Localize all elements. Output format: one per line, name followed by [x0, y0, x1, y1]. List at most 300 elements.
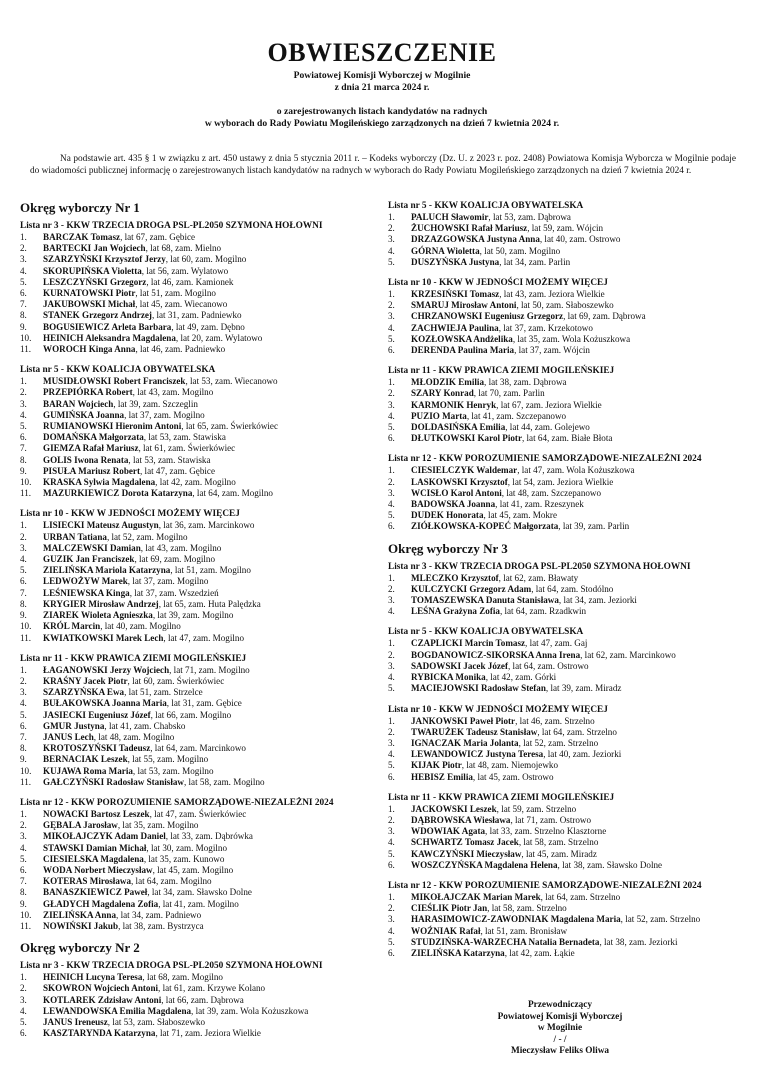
candidate-number: 2. [388, 726, 395, 737]
candidate-details: , lat 33, zam. Strzelno Klasztorne [485, 826, 607, 837]
candidate-details: , lat 43, zam. Mogilno [132, 387, 214, 398]
candidate-details: , lat 52, zam. Mogilno [106, 531, 188, 542]
candidate-details: , lat 31, zam. Gębice [166, 698, 242, 709]
candidate-row [20, 665, 370, 676]
candidate-number: 3. [20, 542, 27, 553]
list-header: Lista nr 12 - KKW POROZUMIENIE SAMORZĄDOWE-NIEZALEŻNI 2024 [388, 880, 702, 891]
list-header: Lista nr 3 - KKW TRZECIA DROGA PSL-PL2050 SZYMONA HOŁOWNI [388, 561, 691, 572]
candidate-name: MŁODZIK Emilia [411, 377, 485, 388]
candidate-name: LEŚNIEWSKA Kinga [43, 587, 130, 598]
candidate-details: , lat 53, zam. Słaboszewko [107, 1016, 205, 1027]
candidate-details: , lat 39, zam. Szczeglin [113, 398, 198, 409]
candidate-details: , lat 68, zam. Mielno [145, 243, 222, 254]
candidate-name: LEDWOŻYW Marek [43, 576, 128, 587]
candidate-name: BARCZAK Tomasz [43, 232, 121, 242]
candidate-name: ZIÓŁKOWSKA-KOPEĆ Małgorzata [411, 521, 559, 532]
candidate-row [388, 804, 748, 815]
candidate-details: , lat 53, zam. Stawiska [128, 454, 211, 465]
candidate-row [20, 599, 370, 610]
candidate-details: , lat 71, zam. Mogilno [169, 664, 250, 675]
candidate-number: 9. [20, 754, 27, 765]
document-title: OBWIESZCZENIE [267, 38, 497, 67]
candidate-row [20, 972, 370, 983]
candidate-row [20, 232, 370, 243]
candidate-number: 1. [20, 232, 27, 242]
candidate-name: SZARZYŃSKI Krzysztof Jerzy [43, 254, 166, 265]
signature-block [470, 1000, 650, 1058]
candidate-row [20, 344, 370, 355]
candidate-details: , lat 46, zam. Kamionek [146, 276, 234, 287]
candidate-details: , lat 64, zam. Marcinkowo [150, 743, 246, 754]
candidate-row [20, 520, 370, 531]
candidate-name: KASZTARYNDA Katarzyna [43, 1028, 156, 1039]
list-header: Lista nr 11 - KKW PRAWICA ZIEMI MOGILEŃSKIEJ [388, 792, 615, 803]
candidate-details: , lat 45, zam. Miradz [521, 848, 597, 859]
candidate-number: 1. [388, 377, 395, 388]
candidate-number: 2. [20, 820, 27, 831]
candidate-name: STAWSKI Damian Michał [43, 842, 147, 853]
candidate-name: KOTERAS Mirosława [43, 876, 131, 887]
candidate-name: HARASIMOWICZ-ZAWODNIAK Magdalena Maria [411, 914, 621, 925]
candidate-number: 6. [20, 432, 27, 443]
candidate-row [20, 387, 370, 398]
candidate-details: , lat 67, zam. Gębice [120, 232, 196, 242]
candidate-name: WCISŁO Karol Antoni [411, 487, 502, 498]
candidate-number: 4. [20, 698, 27, 709]
candidate-row [388, 716, 748, 727]
candidate-name: KIJAK Piotr [411, 760, 462, 771]
candidate-details: , lat 54, zam. Jeziora Wielkie [507, 476, 614, 487]
candidate-name: CHRZANOWSKI Eugeniusz Grzegorz [411, 311, 564, 322]
candidate-row [20, 554, 370, 565]
candidate-name: WOSZCZYŃSKA Magdalena Helena [411, 859, 558, 870]
candidate-row [20, 621, 370, 632]
candidate-details: , lat 37, zam. Mogilno [124, 409, 205, 420]
candidate-row [20, 743, 370, 754]
candidate-row [388, 289, 748, 300]
candidate-list [388, 626, 748, 694]
candidate-number: 1. [388, 212, 395, 222]
candidate-details: , lat 64, zam. Rzadkwin [499, 606, 587, 617]
candidate-name: LEWANDOWSKA Emilia Magdalena [43, 1005, 192, 1016]
candidate-number: 6. [20, 576, 27, 587]
candidate-row [388, 388, 748, 399]
candidate-details: , lat 42, zam. Łąkie [504, 947, 575, 958]
candidate-name: RYBICKA Monika [411, 672, 486, 683]
candidate-row [20, 466, 370, 477]
candidate-number: 5. [20, 421, 27, 432]
list-header: Lista nr 3 - KKW TRZECIA DROGA PSL-PL2050 SZYMONA HOŁOWNI [20, 961, 323, 972]
candidate-number: 4. [20, 842, 27, 853]
candidate-number: 11. [20, 776, 32, 787]
candidate-name: CIESIELCZYK Waldemar [411, 465, 518, 476]
candidate-number: 10. [20, 621, 32, 632]
candidate-name: SKORUPIŃSKA Violetta [43, 265, 142, 276]
candidate-row [388, 948, 748, 959]
candidate-row [20, 421, 370, 432]
candidate-row [388, 477, 748, 488]
candidate-row [388, 683, 748, 694]
candidate-details: , lat 38, zam. Jeziorki [599, 936, 678, 947]
candidate-details: , lat 51, zam. Mogilno [170, 565, 251, 576]
candidate-row [20, 921, 370, 932]
candidate-number: 5. [20, 276, 27, 287]
candidate-number: 4. [20, 554, 27, 565]
candidate-number: 5. [20, 1016, 27, 1027]
candidate-name: MUSIDŁOWSKI Robert Franciszek [43, 376, 186, 387]
candidate-row [20, 410, 370, 421]
candidate-details: , lat 42, zam. Mogilno [155, 477, 236, 488]
candidate-details: , lat 34, zam. Sławsko Dolne [147, 887, 252, 898]
candidate-details: , lat 58, zam. Strzelno [487, 903, 567, 914]
candidate-details: , lat 43, zam. Mogilno [140, 542, 222, 553]
candidate-row [20, 333, 370, 344]
candidate-number: 5. [388, 683, 395, 694]
candidate-number: 4. [388, 837, 395, 848]
candidate-row [20, 809, 370, 820]
candidate-name: KROTOSZYŃSKI Tadeusz [43, 743, 151, 754]
candidate-name: WDOWIAK Agata [411, 826, 486, 837]
candidate-number: 3. [388, 826, 395, 837]
candidate-row [20, 432, 370, 443]
list-header: Lista nr 11 - KKW PRAWICA ZIEMI MOGILEŃSKIEJ [20, 653, 247, 664]
candidate-number: 7. [20, 731, 27, 742]
candidate-row [388, 661, 748, 672]
candidate-name: LASKOWSKI Krzysztof [411, 476, 508, 487]
candidate-details: , lat 61, zam. Świerkówiec [138, 443, 236, 454]
candidate-row [388, 584, 748, 595]
district-heading: Okręg wyborczy Nr 1 [20, 200, 140, 215]
candidate-number: 3. [20, 687, 27, 698]
candidate-name: BOGDANOWICZ-SIKORSKA Anna Irena [411, 649, 581, 660]
candidate-number: 4. [388, 410, 395, 421]
candidate-row [388, 606, 748, 617]
candidate-details: , lat 41, zam. Mogilno [158, 898, 239, 909]
candidate-details: , lat 52, zam. Strzelno [518, 737, 599, 748]
candidate-details: , lat 34, zam. Parlin [499, 256, 571, 267]
candidate-name: CZAPLICKI Marcin Tomasz [411, 638, 526, 649]
candidate-list [20, 960, 370, 1039]
candidate-details: , lat 47, zam. Wola Kożuszkowa [517, 465, 635, 476]
candidate-row [20, 698, 370, 709]
candidate-number: 3. [388, 914, 395, 925]
candidate-name: TWARUŻEK Tadeusz Stanisław [411, 726, 538, 737]
candidate-details: , lat 40, zam. Mogilno [100, 621, 181, 632]
candidate-row [20, 1006, 370, 1017]
candidate-row [388, 849, 748, 860]
candidate-details: , lat 64, zam. Mogilno [131, 876, 212, 887]
candidate-row [20, 266, 370, 277]
candidate-row [388, 334, 748, 345]
candidate-name: PRZEPIÓRKA Robert [43, 387, 133, 398]
list-header: Lista nr 5 - KKW KOALICJA OBYWATELSKA [388, 201, 584, 211]
candidate-row [388, 937, 748, 948]
candidate-number: 3. [388, 660, 395, 671]
candidate-details: , lat 39, zam. Mogilno [152, 610, 234, 621]
candidate-name: DUSZYŃSKA Justyna [411, 256, 500, 267]
candidate-name: LEŚNA Grażyna Zofia [411, 606, 500, 617]
candidate-row [388, 300, 748, 311]
candidate-number: 1. [20, 664, 27, 675]
candidate-number: 5. [388, 510, 395, 521]
candidate-number: 9. [20, 610, 27, 621]
candidate-name: SCHWARTZ Tomasz Jacek [411, 837, 519, 848]
candidate-name: MIKOŁAJCZYK Adam Daniel [43, 831, 166, 842]
candidate-details: , lat 53, zam. Dąbrowa [488, 212, 571, 222]
candidate-number: 3. [20, 254, 27, 265]
candidate-row [388, 323, 748, 334]
candidate-row [20, 910, 370, 921]
candidate-details: , lat 41, zam. Chabsko [104, 720, 186, 731]
candidate-row [20, 488, 370, 499]
candidate-number: 1. [388, 465, 395, 476]
candidate-number: 6. [388, 947, 395, 958]
intro-paragraph: Na podstawie art. 435 § 1 w związku z art. 450 ustawy z dnia 5 stycznia 2011 r. – Kodeks wyborczy (Dz. U. z 2023 r. poz. 2408) Powiatowa Komisja Wyborcza w Mogilnie podaje do wiadomości publicznej informację o zarejestrowanych listach kandydatów na radnych w wyborach do Rady Powiatu Mogileńskiego zarządzonych na dzień 7 kwietnia 2024 r. [30, 154, 736, 176]
candidate-details: , lat 38, zam. Dąbrowa [484, 377, 567, 388]
candidate-number: 5. [388, 333, 395, 344]
candidate-details: , lat 62, zam. Marcinkowo [580, 649, 676, 660]
signature-name: Mieczysław Feliks Oliwa [510, 1046, 610, 1057]
candidate-details: , lat 67, zam. Jeziora Wielkie [496, 399, 602, 410]
candidate-row [388, 433, 748, 444]
candidate-details: , lat 53, zam. Mogilno [132, 765, 214, 776]
candidate-list [20, 508, 370, 643]
commission-name: Powiatowej Komisji Wyborczej w Mogilnie [293, 70, 471, 81]
candidate-number: 11. [20, 632, 32, 643]
candidate-details: , lat 48, zam. Mogilno [93, 731, 175, 742]
candidate-details: , lat 53, zam. Stawiska [143, 432, 226, 443]
candidate-number: 3. [388, 399, 395, 410]
candidate-name: KRASKA Sylwia Magdalena [43, 477, 156, 488]
candidate-row [20, 854, 370, 865]
candidate-list [388, 704, 748, 783]
candidate-row [20, 322, 370, 333]
candidate-details: , lat 64, zam. Strzelno [540, 891, 621, 902]
candidate-details: , lat 48, zam. Szczepanowo [501, 487, 602, 498]
candidate-row [20, 899, 370, 910]
candidate-row [388, 422, 748, 433]
candidate-name: BARTECKI Jan Wojciech [43, 243, 146, 254]
candidate-number: 2. [388, 649, 395, 660]
candidate-name: HEBISZ Emilia [411, 771, 473, 782]
candidate-details: , lat 64, zam. Ostrowo [508, 660, 589, 671]
candidate-name: WODA Norbert Mieczysław [43, 864, 153, 875]
candidate-details: , lat 34, zam. Padniewo [116, 909, 202, 920]
candidate-row [20, 1028, 370, 1039]
candidate-name: SMARUJ Mirosław Antoni [411, 300, 517, 311]
candidate-details: , lat 62, zam. Bławaty [498, 572, 579, 583]
candidate-number: 2. [388, 814, 395, 825]
candidate-details: , lat 69, zam. Mogilno [134, 554, 216, 565]
candidate-row [388, 223, 748, 234]
candidate-number: 5. [20, 709, 27, 720]
candidate-list [20, 653, 370, 788]
candidate-list [388, 365, 748, 444]
candidate-number: 5. [388, 936, 395, 947]
candidate-row [388, 257, 748, 268]
candidate-name: KWIATKOWSKI Marek Lech [43, 632, 164, 643]
candidate-row [20, 243, 370, 254]
candidate-row [20, 376, 370, 387]
candidate-number: 7. [20, 443, 27, 454]
candidate-number: 7. [20, 587, 27, 598]
candidate-number: 4. [388, 672, 395, 683]
candidate-name: PISUŁA Mariusz Robert [43, 465, 140, 476]
candidate-number: 3. [388, 487, 395, 498]
candidate-number: 1. [388, 803, 395, 814]
candidate-row [388, 837, 748, 848]
candidate-row [388, 595, 748, 606]
candidate-name: MLECZKO Krzysztof [411, 572, 499, 583]
candidate-number: 6. [388, 521, 395, 532]
list-header: Lista nr 11 - KKW PRAWICA ZIEMI MOGILEŃSKIEJ [388, 366, 615, 377]
candidate-details: , lat 45, zam. Mogilno [152, 864, 234, 875]
candidate-name: ŁAGANOWSKI Jerzy Wojciech [43, 664, 170, 675]
candidate-number: 2. [388, 223, 395, 234]
candidate-number: 6. [388, 433, 395, 444]
candidate-number: 8. [20, 887, 27, 898]
candidate-row [20, 876, 370, 887]
candidate-details: , lat 64, zam. Strzelno [537, 726, 617, 737]
candidate-name: CIEŚLIK Piotr Jan [411, 903, 488, 914]
candidate-row [20, 676, 370, 687]
candidate-name: ŻUCHOWSKI Rafał Mariusz [411, 223, 528, 234]
candidate-row [20, 1017, 370, 1028]
candidate-details: , lat 37, zam. Mogilno [127, 576, 209, 587]
candidate-number: 8. [20, 598, 27, 609]
candidate-number: 4. [388, 749, 395, 760]
candidate-details: , lat 48, zam. Niemojewko [461, 760, 558, 771]
candidate-name: BADOWSKA Joanna [411, 499, 496, 510]
candidate-number: 4. [388, 925, 395, 936]
candidate-list [388, 792, 748, 871]
candidate-row [388, 573, 748, 584]
candidate-number: 1. [20, 808, 27, 819]
left-column [20, 200, 370, 1039]
candidate-details: , lat 66, zam. Dąbrowa [161, 994, 244, 1005]
candidate-name: MIKOŁAJCZAK Marian Marek [411, 891, 541, 902]
candidate-name: JASIECKI Eugeniusz Józef [43, 709, 151, 720]
candidate-name: STANEK Grzegorz Andrzej [43, 310, 152, 321]
candidate-details: , lat 69, zam. Dąbrowa [563, 311, 646, 322]
candidate-name: IGNACZAK Maria Jolanta [411, 737, 519, 748]
candidate-name: PALUCH Sławomir [411, 212, 489, 222]
candidate-name: KARMONIK Henryk [411, 399, 497, 410]
candidate-name: MAZURKIEWICZ Dorota Katarzyna [43, 488, 193, 499]
candidate-name: MACIEJOWSKI Radosław Stefan [411, 683, 546, 694]
candidate-row [20, 455, 370, 466]
candidate-row [388, 345, 748, 356]
candidate-details: , lat 53, zam. Wiecanowo [185, 376, 278, 387]
candidate-row [20, 588, 370, 599]
candidate-details: , lat 65, zam. Huta Palędzka [158, 598, 261, 609]
candidate-number: 6. [388, 859, 395, 870]
candidate-number: 1. [388, 715, 395, 726]
candidate-details: , lat 20, zam. Wylatowo [175, 332, 263, 343]
candidate-row [20, 831, 370, 842]
candidate-name: HEINICH Aleksandra Magdalena [43, 332, 176, 343]
candidate-number: 6. [20, 288, 27, 299]
candidate-row [20, 310, 370, 321]
candidate-row [20, 399, 370, 410]
candidate-row [20, 443, 370, 454]
candidate-name: URBAN Tatiana [43, 531, 107, 542]
candidate-number: 4. [388, 322, 395, 333]
candidate-name: JACKOWSKI Leszek [411, 803, 497, 814]
candidate-details: , lat 39, zam. Parlin [558, 521, 630, 532]
candidate-row [388, 749, 748, 760]
candidate-number: 10. [20, 332, 32, 343]
candidate-row [388, 738, 748, 749]
candidate-number: 5. [20, 853, 27, 864]
candidate-name: CIESIELSKA Magdalena [43, 853, 144, 864]
candidate-details: , lat 44, zam. Golejewo [505, 422, 590, 433]
candidate-details: , lat 39, zam. Miradz [545, 683, 622, 694]
candidate-name: PUZIO Marta [411, 410, 467, 421]
list-header: Lista nr 3 - KKW TRZECIA DROGA PSL-PL2050 SZYMONA HOŁOWNI [20, 221, 323, 231]
candidate-details: , lat 51, zam. Bronisław [480, 925, 568, 936]
candidate-details: , lat 71, zam. Ostrowo [510, 814, 592, 825]
district-heading: Okręg wyborczy Nr 2 [20, 940, 140, 956]
signature-commission: Powiatowej Komisji Wyborczej [497, 1011, 623, 1022]
subject-line-1: o zarejestrowanych listach kandydatów na radnych [276, 106, 488, 117]
candidate-details: , lat 59, zam. Wójcin [527, 223, 604, 234]
candidate-row [388, 815, 748, 826]
candidate-list [388, 453, 748, 532]
candidate-details: , lat 56, zam. Wylatowo [141, 265, 229, 276]
candidate-name: KOTLAREK Zdzisław Antoni [43, 994, 162, 1005]
candidate-name: GUZIK Jan Franciszek [43, 554, 135, 565]
candidate-name: GMUR Justyna [43, 720, 105, 731]
candidate-row [388, 903, 748, 914]
list-header: Lista nr 12 - KKW POROZUMIENIE SAMORZĄDOWE-NIEZALEŻNI 2024 [388, 454, 702, 465]
candidate-row [388, 638, 748, 649]
candidate-name: GAŁCZYŃSKI Radosław Stanisław [43, 776, 184, 787]
candidate-details: , lat 58, zam. Mogilno [183, 776, 265, 787]
list-header: Lista nr 10 - KKW W JEDNOŚCI MOŻEMY WIĘCEJ [388, 278, 608, 289]
candidate-details: , lat 64, zam. Mogilno [192, 488, 273, 499]
candidate-details: , lat 64, zam. Białe Błota [521, 433, 613, 444]
candidate-details: , lat 52, zam. Strzelno [620, 914, 701, 925]
candidate-number: 4. [20, 1005, 27, 1016]
candidate-row [388, 892, 748, 903]
candidate-name: DOMAŃSKA Małgorzata [43, 432, 144, 443]
candidate-name: DRZAZGOWSKA Justyna Anna [411, 234, 540, 245]
candidate-number: 6. [388, 345, 395, 356]
candidate-details: , lat 65, zam. Świerkówiec [181, 421, 279, 432]
candidate-details: , lat 38, zam. Sławsko Dolne [557, 859, 663, 870]
candidate-number: 9. [20, 321, 27, 332]
candidate-row [388, 926, 748, 937]
candidate-row [20, 766, 370, 777]
candidate-row [20, 710, 370, 721]
candidate-number: 4. [388, 499, 395, 510]
candidate-number: 10. [20, 477, 32, 488]
candidate-details: , lat 39, zam. Wola Kożuszkowa [191, 1005, 309, 1016]
candidate-name: KULCZYCKI Grzegorz Adam [411, 583, 532, 594]
candidate-row [20, 732, 370, 743]
candidate-row [20, 983, 370, 994]
candidate-row [388, 914, 748, 925]
candidate-number: 1. [388, 891, 395, 902]
candidate-details: , lat 50, zam. Słaboszewko [516, 300, 614, 311]
candidate-number: 3. [388, 737, 395, 748]
candidate-number: 2. [388, 300, 395, 311]
candidate-row [388, 826, 748, 837]
candidate-number: 1. [388, 572, 395, 583]
candidate-name: ZACHWIEJA Paulina [411, 322, 499, 333]
signature-place: w Mogilnie [537, 1023, 583, 1034]
